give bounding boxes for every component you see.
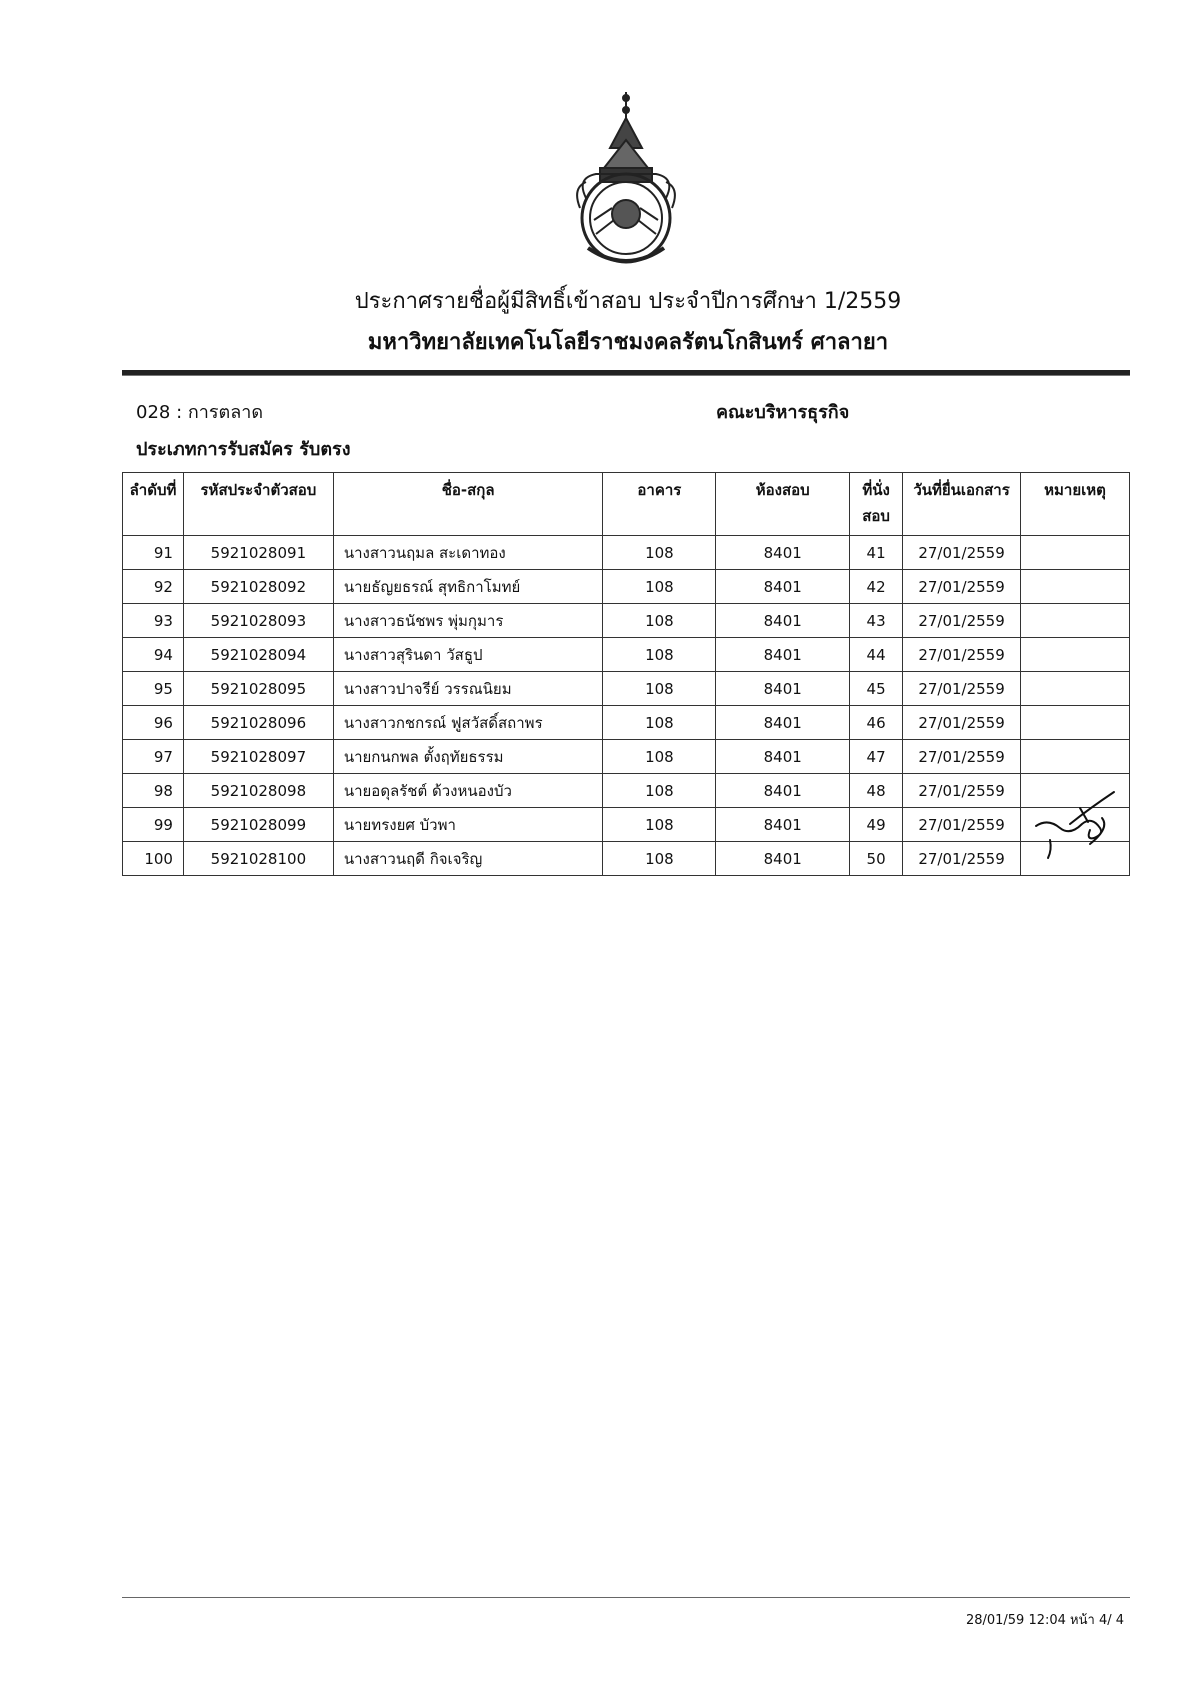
cell-date: 27/01/2559: [903, 570, 1021, 604]
cell-exam-id: 5921028096: [183, 706, 333, 740]
cell-name: นางสาวธนัชพร พุ่มกุมาร: [333, 604, 603, 638]
cell-date: 27/01/2559: [903, 774, 1021, 808]
cell-date: 27/01/2559: [903, 842, 1021, 876]
col-header-name: ชื่อ-สกุล: [333, 473, 603, 536]
cell-exam-id: 5921028094: [183, 638, 333, 672]
cell-building: 108: [603, 672, 716, 706]
signature-mark: [1030, 788, 1120, 868]
cell-seat: 48: [850, 774, 903, 808]
cell-no: 93: [123, 604, 184, 638]
cell-remark: [1021, 672, 1130, 706]
cell-building: 108: [603, 808, 716, 842]
cell-name: นางสาวกชกรณ์ ฟูสวัสดิ์สถาพร: [333, 706, 603, 740]
cell-exam-id: 5921028092: [183, 570, 333, 604]
candidate-table: [122, 472, 1130, 876]
announcement-title: ประกาศรายชื่อผู้มีสิทธิ์เข้าสอบ ประจำปีการศึกษา 1/2559: [354, 289, 902, 314]
cell-exam-id: 5921028099: [183, 808, 333, 842]
cell-no: 92: [123, 570, 184, 604]
table-row: [123, 672, 1130, 706]
cell-seat: 41: [850, 536, 903, 570]
col-header-seat: [850, 473, 903, 536]
cell-room: 8401: [716, 638, 850, 672]
seat-header-line1: ที่นั่ง: [862, 481, 890, 499]
cell-name: นางสาวนฤมล สะเดาทอง: [333, 536, 603, 570]
cell-room: 8401: [716, 672, 850, 706]
cell-no: 94: [123, 638, 184, 672]
cell-room: 8401: [716, 706, 850, 740]
cell-room: 8401: [716, 842, 850, 876]
cell-date: 27/01/2559: [903, 536, 1021, 570]
cell-name: นางสาวปาจรีย์ วรรณนิยม: [333, 672, 603, 706]
table-row: [123, 604, 1130, 638]
col-header-room: ห้องสอบ: [716, 473, 850, 536]
cell-building: 108: [603, 570, 716, 604]
cell-date: 27/01/2559: [903, 604, 1021, 638]
faculty-label: คณะบริหารธุรกิจ: [716, 402, 850, 423]
header-divider: [122, 370, 1130, 376]
table-row: [123, 842, 1130, 876]
cell-name: นายทรงยศ บัวพา: [333, 808, 603, 842]
university-emblem-icon: [566, 88, 686, 274]
cell-remark: [1021, 706, 1130, 740]
cell-building: 108: [603, 740, 716, 774]
footer-divider: [122, 1597, 1130, 1598]
cell-no: 97: [123, 740, 184, 774]
cell-room: 8401: [716, 808, 850, 842]
cell-seat: 49: [850, 808, 903, 842]
cell-remark: [1021, 638, 1130, 672]
cell-exam-id: 5921028100: [183, 842, 333, 876]
cell-exam-id: 5921028095: [183, 672, 333, 706]
cell-no: 99: [123, 808, 184, 842]
cell-remark: [1021, 570, 1130, 604]
cell-no: 95: [123, 672, 184, 706]
cell-exam-id: 5921028093: [183, 604, 333, 638]
cell-building: 108: [603, 774, 716, 808]
table-row: [123, 536, 1130, 570]
cell-no: 98: [123, 774, 184, 808]
table-row: [123, 706, 1130, 740]
cell-date: 27/01/2559: [903, 740, 1021, 774]
table-header-row: [123, 473, 1130, 536]
footer-timestamp-page: 28/01/59 12:04 หน้า 4/ 4: [965, 1613, 1124, 1628]
cell-no: 100: [123, 842, 184, 876]
table-row: [123, 638, 1130, 672]
cell-name: นายธัญยธรณ์ สุทธิกาโมทย์: [333, 570, 603, 604]
cell-building: 108: [603, 842, 716, 876]
cell-seat: 44: [850, 638, 903, 672]
application-type-label: ประเภทการรับสมัคร รับตรง: [136, 439, 351, 460]
cell-room: 8401: [716, 536, 850, 570]
cell-room: 8401: [716, 774, 850, 808]
cell-name: นางสาวนฤดี กิจเจริญ: [333, 842, 603, 876]
cell-seat: 50: [850, 842, 903, 876]
cell-date: 27/01/2559: [903, 808, 1021, 842]
cell-building: 108: [603, 706, 716, 740]
cell-remark: [1021, 604, 1130, 638]
cell-seat: 45: [850, 672, 903, 706]
cell-remark: [1021, 536, 1130, 570]
cell-exam-id: 5921028098: [183, 774, 333, 808]
cell-room: 8401: [716, 740, 850, 774]
cell-building: 108: [603, 638, 716, 672]
cell-exam-id: 5921028097: [183, 740, 333, 774]
table-row: [123, 774, 1130, 808]
cell-seat: 42: [850, 570, 903, 604]
cell-remark: [1021, 740, 1130, 774]
cell-no: 96: [123, 706, 184, 740]
cell-building: 108: [603, 604, 716, 638]
cell-name: นางสาวสุรินดา วัสธูป: [333, 638, 603, 672]
cell-date: 27/01/2559: [903, 672, 1021, 706]
seat-header-line2: สอบ: [862, 507, 890, 525]
cell-seat: 43: [850, 604, 903, 638]
table-row: [123, 740, 1130, 774]
col-header-date: วันที่ยื่นเอกสาร: [903, 473, 1021, 536]
cell-room: 8401: [716, 604, 850, 638]
col-header-no: ลำดับที่: [123, 473, 184, 536]
cell-exam-id: 5921028091: [183, 536, 333, 570]
cell-building: 108: [603, 536, 716, 570]
col-header-exam-id: รหัสประจำตัวสอบ: [183, 473, 333, 536]
university-name: มหาวิทยาลัยเทคโนโลยีราชมงคลรัตนโกสินทร์ ศาลายา: [367, 330, 889, 355]
major-label: 028 : การตลาด: [136, 402, 264, 423]
col-header-remark: หมายเหตุ: [1021, 473, 1130, 536]
cell-date: 27/01/2559: [903, 706, 1021, 740]
cell-seat: 47: [850, 740, 903, 774]
cell-date: 27/01/2559: [903, 638, 1021, 672]
col-header-building: อาคาร: [603, 473, 716, 536]
cell-seat: 46: [850, 706, 903, 740]
cell-name: นายกนกพล ตั้งฤทัยธรรม: [333, 740, 603, 774]
table-row: [123, 808, 1130, 842]
cell-name: นายอดุลรัชต์ ด้วงหนองบัว: [333, 774, 603, 808]
table-row: [123, 570, 1130, 604]
cell-room: 8401: [716, 570, 850, 604]
cell-no: 91: [123, 536, 184, 570]
